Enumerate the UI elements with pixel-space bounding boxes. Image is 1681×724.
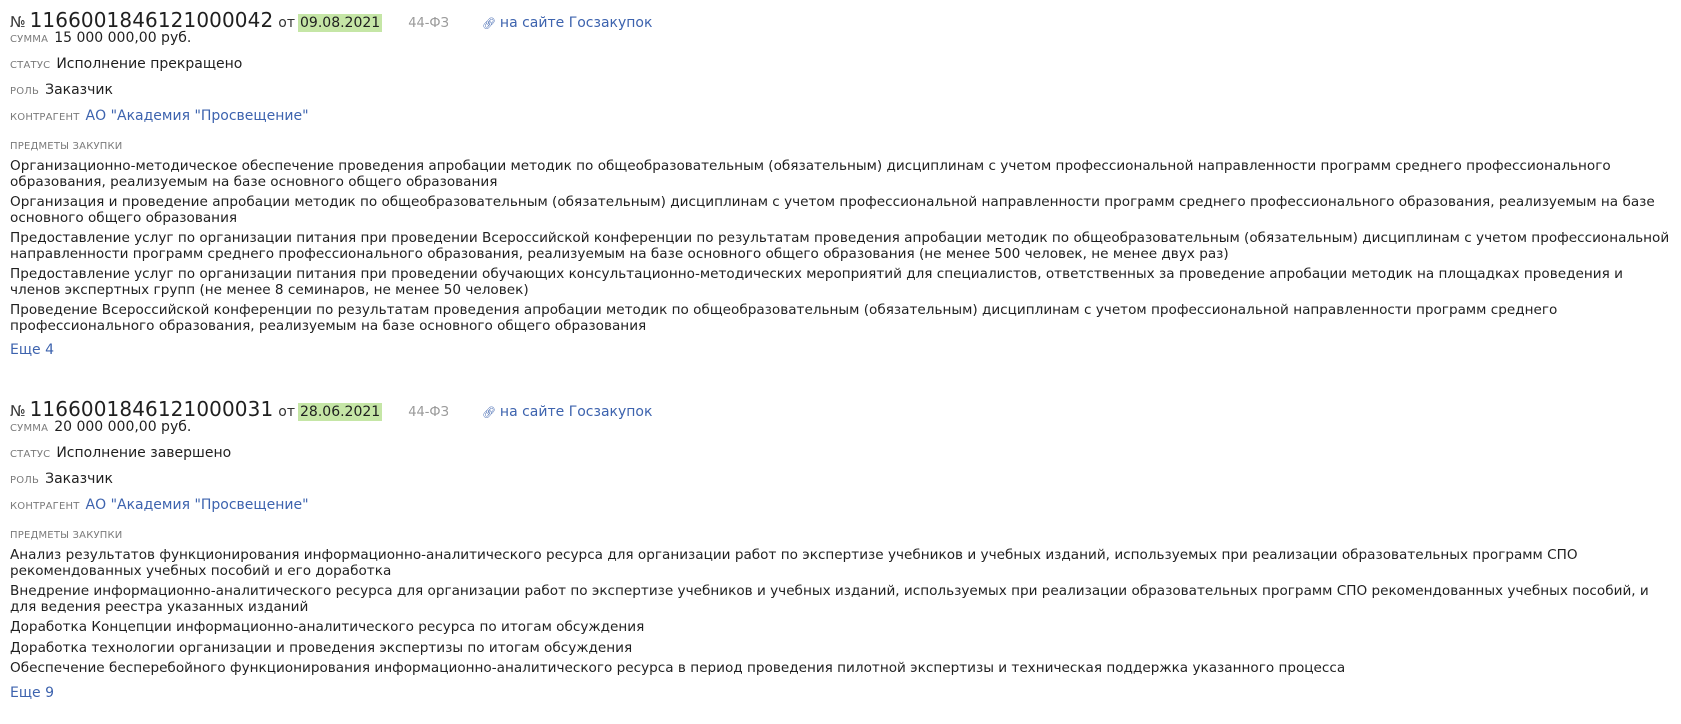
sum-row [10, 419, 1675, 445]
contract-header [10, 397, 1675, 419]
zakupki-link[interactable] [482, 404, 653, 420]
list-item: Предоставление услуг по организации питания при проведении Всероссийской конференции по результатам проведения апробации методик по общеобразовательным (обязательным) дисциплинам с учетом профессиональной направленности программ среднего профессионального образования, реализуемым на базе основного общего образования (не менее 500 человек, не менее двух раз) [10, 230, 1670, 262]
counterparty-label: КОНТРАГЕНТ [10, 112, 80, 123]
sum-label: СУММА [10, 423, 49, 434]
status-value: Исполнение прекращено [56, 56, 243, 72]
list-item: Организационно-методическое обеспечение проведения апробации методик по общеобразовательным (обязательным) дисциплинам с учетом профессиональной направленности программ среднего профессионального образования, реализуемым на базе основного общего образования [10, 158, 1611, 190]
sum-value: 15 000 000,00 руб. [54, 30, 192, 46]
contract-header [10, 8, 1675, 30]
list-item: Обеспечение бесперебойного функционирования информационно-аналитического ресурса в период проведения пилотной экспертизы и техническая поддержка указанного процесса [10, 660, 1346, 676]
role-value: Заказчик [45, 471, 113, 487]
link-icon: 🔗︎ [481, 406, 496, 419]
list-item: Предоставление услуг по организации питания при проведении обучающих консультационно-методических мероприятий для специалистов, ответственных за проведение апробации методик на площадках проведения и членов экспертных групп (не менее 8 семинаров, не менее 50 человек) [10, 266, 1623, 298]
list-item: Доработка технологии организации и проведения экспертизы по итогам обсуждения [10, 639, 633, 656]
counterparty-link[interactable]: АО "Академия "Просвещение" [85, 497, 309, 513]
show-more-link[interactable]: Еще 4 [10, 342, 55, 358]
number-sign: № [10, 402, 26, 420]
contract-number: 1166001846121000031 [29, 397, 274, 421]
status-value: Исполнение завершено [56, 445, 232, 461]
contract-date: 09.08.2021 [300, 15, 381, 31]
show-more-link[interactable]: Еще 9 [10, 684, 55, 701]
contract-card [10, 8, 1675, 358]
role-row [10, 471, 1675, 497]
sum-value: 20 000 000,00 руб. [54, 419, 192, 435]
contract-number: 1166001846121000042 [29, 8, 274, 32]
sum-row [10, 30, 1675, 56]
role-row [10, 82, 1675, 108]
list-item: Организация и проведение апробации методик по общеобразовательным (обязательным) дисциплинам с учетом профессиональной направленности программ среднего профессионального образования, реализуемым на базе основного общего образования [10, 194, 1655, 226]
items-list [10, 159, 1678, 334]
date-prefix: от [278, 404, 296, 420]
contract-card [10, 397, 1675, 701]
role-label: РОЛЬ [10, 86, 40, 97]
law-badge: 44-ФЗ [408, 16, 449, 31]
date-prefix: от [278, 15, 296, 31]
counterparty-row [10, 108, 1675, 134]
counterparty-row [10, 497, 1675, 523]
status-row [10, 445, 1675, 471]
number-sign: № [10, 13, 26, 31]
list-item: Анализ результатов функционирования информационно-аналитического ресурса для организации работ по экспертизе учебников и учебных изданий, используемых при реализации образовательных программ СПО рекомендованных учебных пособий и его доработка [10, 547, 1578, 579]
status-label: СТАТУС [10, 449, 51, 460]
items-label: ПРЕДМЕТЫ ЗАКУПКИ [10, 141, 123, 152]
sum-label: СУММА [10, 34, 49, 45]
link-icon: 🔗︎ [481, 17, 496, 30]
items-list [10, 548, 1678, 677]
role-label: РОЛЬ [10, 475, 40, 486]
list-item: Доработка Концепции информационно-аналитического ресурса по итогам обсуждения [10, 619, 645, 635]
contract-date: 28.06.2021 [300, 404, 381, 420]
items-label: ПРЕДМЕТЫ ЗАКУПКИ [10, 530, 123, 541]
list-item: Внедрение информационно-аналитического ресурса для организации работ по экспертизе учебников и учебных изданий, используемых при реализации образовательных программ СПО рекомендованных учебных пособий, и для ведения реестра указанных изданий [10, 583, 1649, 615]
counterparty-label: КОНТРАГЕНТ [10, 501, 80, 512]
status-label: СТАТУС [10, 60, 51, 71]
counterparty-link[interactable]: АО "Академия "Просвещение" [85, 108, 309, 124]
list-item: Проведение Всероссийской конференции по результатам проведения апробации методик по общеобразовательным (обязательным) дисциплинам с учетом профессиональной направленности программ среднего профессионального образования, реализуемым на базе основного общего образования [10, 302, 1558, 334]
law-badge: 44-ФЗ [408, 405, 449, 420]
status-row [10, 56, 1675, 82]
role-value: Заказчик [45, 82, 113, 98]
zakupki-link[interactable] [482, 15, 653, 31]
zakupki-link-label: на сайте Госзакупок [499, 15, 653, 31]
zakupki-link-label: на сайте Госзакупок [499, 404, 653, 420]
